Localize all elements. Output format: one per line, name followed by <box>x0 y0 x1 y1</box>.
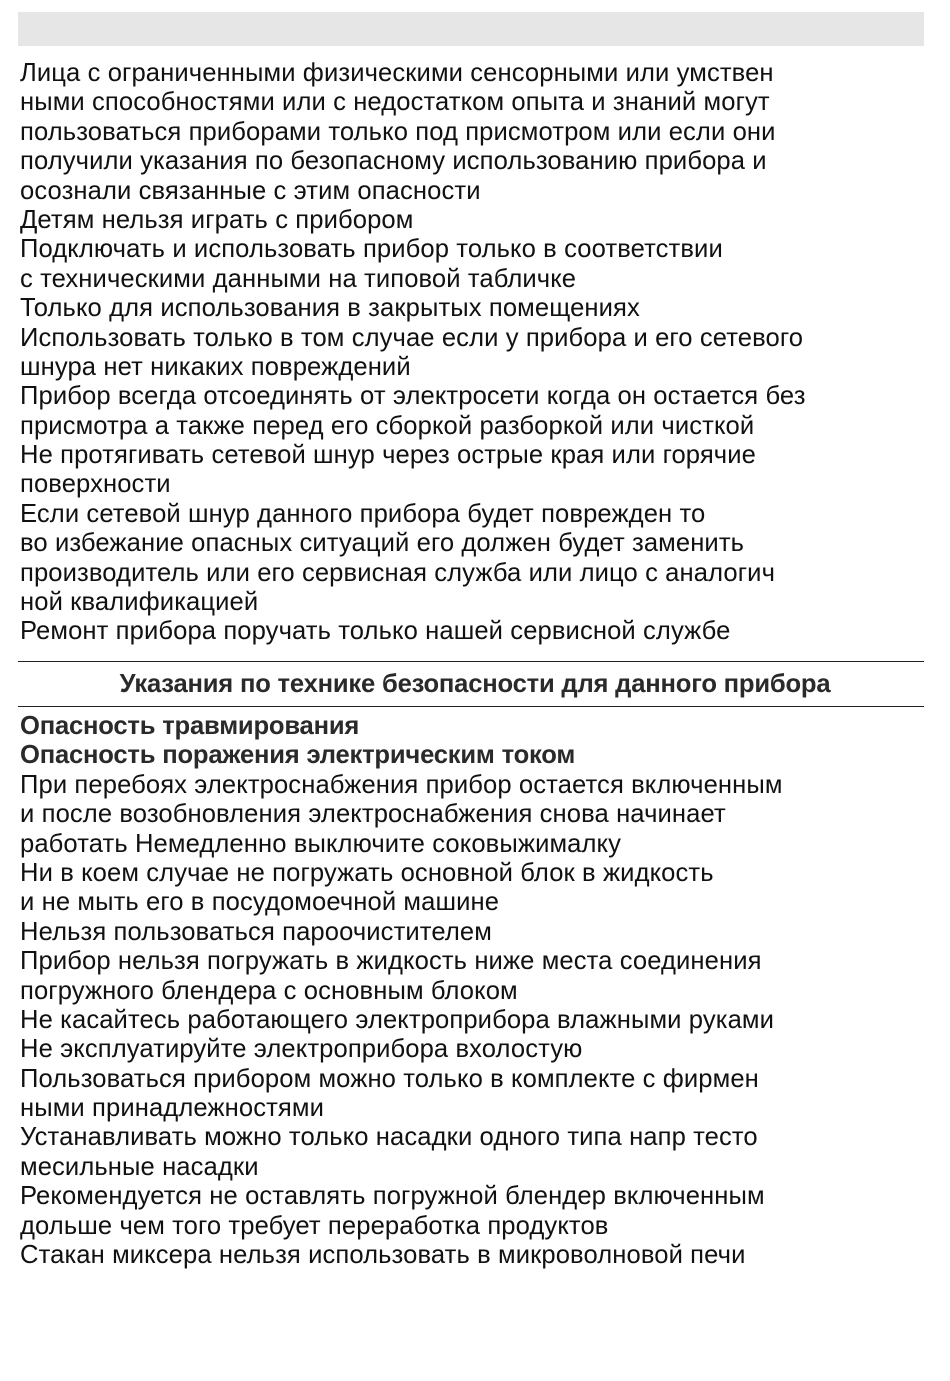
text-line: Не касайтесь работающего электроприбора влажными руками <box>20 1005 775 1034</box>
text-line: Лица с ограниченными физическими сенсорными или умствен <box>20 59 774 87</box>
text-line: Устанавливать можно только насадки одного типа напр тесто <box>20 1123 758 1152</box>
text-line: месильные насадки <box>20 1152 259 1181</box>
text-line: Не эксплуатируйте электроприбора вхолостую <box>20 1035 583 1064</box>
text-line: Стакан миксера нельзя использовать в микроволновой печи <box>20 1241 746 1270</box>
text-line: с техническими данными на типовой табличке <box>20 264 577 293</box>
text-line: присмотра а также перед его сборкой разборкой или чисткой <box>20 411 755 440</box>
text-line: Не протягивать сетевой шнур через острые края или горячие <box>20 441 756 470</box>
text-line: Только для использования в закрытых помещениях <box>20 294 640 323</box>
text-line: Подключать и использовать прибор только в соответствии <box>20 235 723 264</box>
text-line: Ремонт прибора поручать только нашей сервисной службе <box>20 617 731 646</box>
electric-shock-warning-title: Опасность поражения электрическим током <box>20 741 576 770</box>
text-line: производитель или его сервисная служба или лицо с аналогич <box>20 558 776 587</box>
text-line: поверхности <box>20 470 171 499</box>
text-line: ной квалификацией <box>20 588 259 617</box>
divider-bottom <box>18 706 924 707</box>
text-line: работать Немедленно выключите соковыжималку <box>20 829 622 858</box>
text-line: во избежание опасных ситуаций его должен будет заменить <box>20 529 745 558</box>
text-line: и после возобновления электроснабжения снова начинает <box>20 800 726 829</box>
text-line: осознали связанные с этим опасности <box>20 176 481 205</box>
text-line: Прибор нельзя погружать в жидкость ниже места соединения <box>20 947 762 976</box>
text-line: Нельзя пользоваться пароочистителем <box>20 917 492 946</box>
text-line: Рекомендуется не оставлять погружной блендер включенным <box>20 1182 765 1211</box>
text-line: дольше чем того требует переработка продуктов <box>20 1211 609 1240</box>
text-line: Детям нельзя играть с прибором <box>20 205 414 234</box>
text-line: Если сетевой шнур данного прибора будет поврежден то <box>20 499 706 528</box>
header-bar <box>18 12 924 46</box>
text-line: Прибор всегда отсоединять от электросети когда он остается без <box>20 382 806 411</box>
text-line: ными способностями или с недостатком опыта и знаний могут <box>20 88 770 117</box>
divider-top <box>18 661 924 662</box>
text-line: пользоваться приборами только под присмотром или если они <box>20 117 776 146</box>
text-line: получили указания по безопасному использованию прибора и <box>20 147 767 176</box>
text-line: При перебоях электроснабжения прибор остается включенным <box>20 770 783 799</box>
text-line: погружного блендера с основным блоком <box>20 976 518 1005</box>
text-line: и не мыть его в посудомоечной машине <box>20 888 500 917</box>
injury-warning-title: Опасность травмирования <box>20 712 360 740</box>
general-safety-text <box>20 59 806 647</box>
device-safety-text <box>20 712 783 1270</box>
text-line: Пользоваться прибором можно только в комплекте с фирмен <box>20 1064 759 1093</box>
text-line: Использовать только в том случае если у прибора и его сетевого <box>20 323 804 352</box>
text-line: ными принадлежностями <box>20 1094 324 1123</box>
section-heading: Указания по технике безопасности для данного прибора <box>119 670 831 698</box>
text-line: Ни в коем случае не погружать основной блок в жидкость <box>20 858 714 887</box>
text-line: шнура нет никаких повреждений <box>20 352 411 381</box>
